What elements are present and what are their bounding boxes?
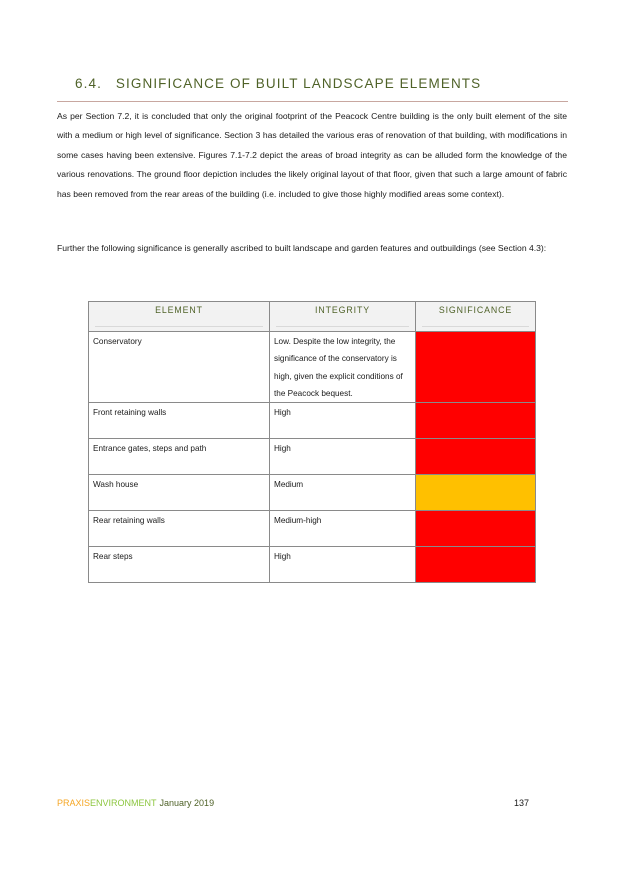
significance-swatch: [416, 511, 536, 547]
column-header-significance: SIGNIFICANCE: [416, 302, 536, 332]
table-row: [89, 511, 536, 547]
table-row: [89, 332, 536, 403]
integrity-cell: Low. Despite the low integrity, the significance of the conservatory is high, given the explicit conditions of the Peacock bequest.: [270, 332, 416, 403]
footer: [57, 798, 214, 808]
significance-swatch: [416, 403, 536, 439]
section-heading: [75, 76, 575, 91]
element-cell: Rear retaining walls: [89, 511, 270, 547]
integrity-cell: Medium: [270, 475, 416, 511]
footer-brand-praxis: PRAXIS: [57, 798, 91, 808]
significance-swatch: [416, 547, 536, 583]
significance-table: [88, 301, 536, 583]
table-row: [89, 403, 536, 439]
table-row: [89, 475, 536, 511]
integrity-cell: High: [270, 403, 416, 439]
table-row: [89, 439, 536, 475]
element-cell: Rear steps: [89, 547, 270, 583]
significance-swatch: [416, 475, 536, 511]
table-header-row: [89, 302, 536, 332]
element-cell: Wash house: [89, 475, 270, 511]
section-number: 6.4.: [75, 76, 102, 91]
element-cell: Entrance gates, steps and path: [89, 439, 270, 475]
table-row: [89, 547, 536, 583]
section-title: SIGNIFICANCE OF BUILT LANDSCAPE ELEMENTS: [115, 76, 482, 91]
page-number: 137: [514, 798, 530, 808]
significance-swatch: [416, 439, 536, 475]
footer-brand-environment: ENVIRONMENT: [90, 798, 157, 808]
element-cell: Front retaining walls: [89, 403, 270, 439]
column-header-element: ELEMENT: [89, 302, 270, 332]
integrity-cell: High: [270, 547, 416, 583]
body-paragraph: Further the following significance is generally ascribed to built landscape and garden features and outbuildings (see Section 4.3):: [57, 243, 547, 253]
column-header-integrity: INTEGRITY: [270, 302, 416, 332]
integrity-cell: High: [270, 439, 416, 475]
integrity-cell: Medium-high: [270, 511, 416, 547]
heading-divider: [57, 101, 568, 102]
significance-swatch: [416, 332, 536, 403]
footer-date: January 2019: [159, 798, 215, 808]
body-paragraph: As per Section 7.2, it is concluded that only the original footprint of the Peacock Centre building is the only built element of the site with a medium or high level of significance. Section 3 has detailed the various eras of renovation of that building, with modifications in some cases having been extensive. Figures 7.1-7.2 depict the areas of broad integrity as can be alluded form the knowledge of the various renovations. The ground floor depiction includes the likely original layout of that floor, given that such a large amount of fabric has been removed from the rear areas of the building (i.e. included to give those highly modified areas some context).: [57, 111, 567, 199]
element-cell: Conservatory: [89, 332, 270, 403]
